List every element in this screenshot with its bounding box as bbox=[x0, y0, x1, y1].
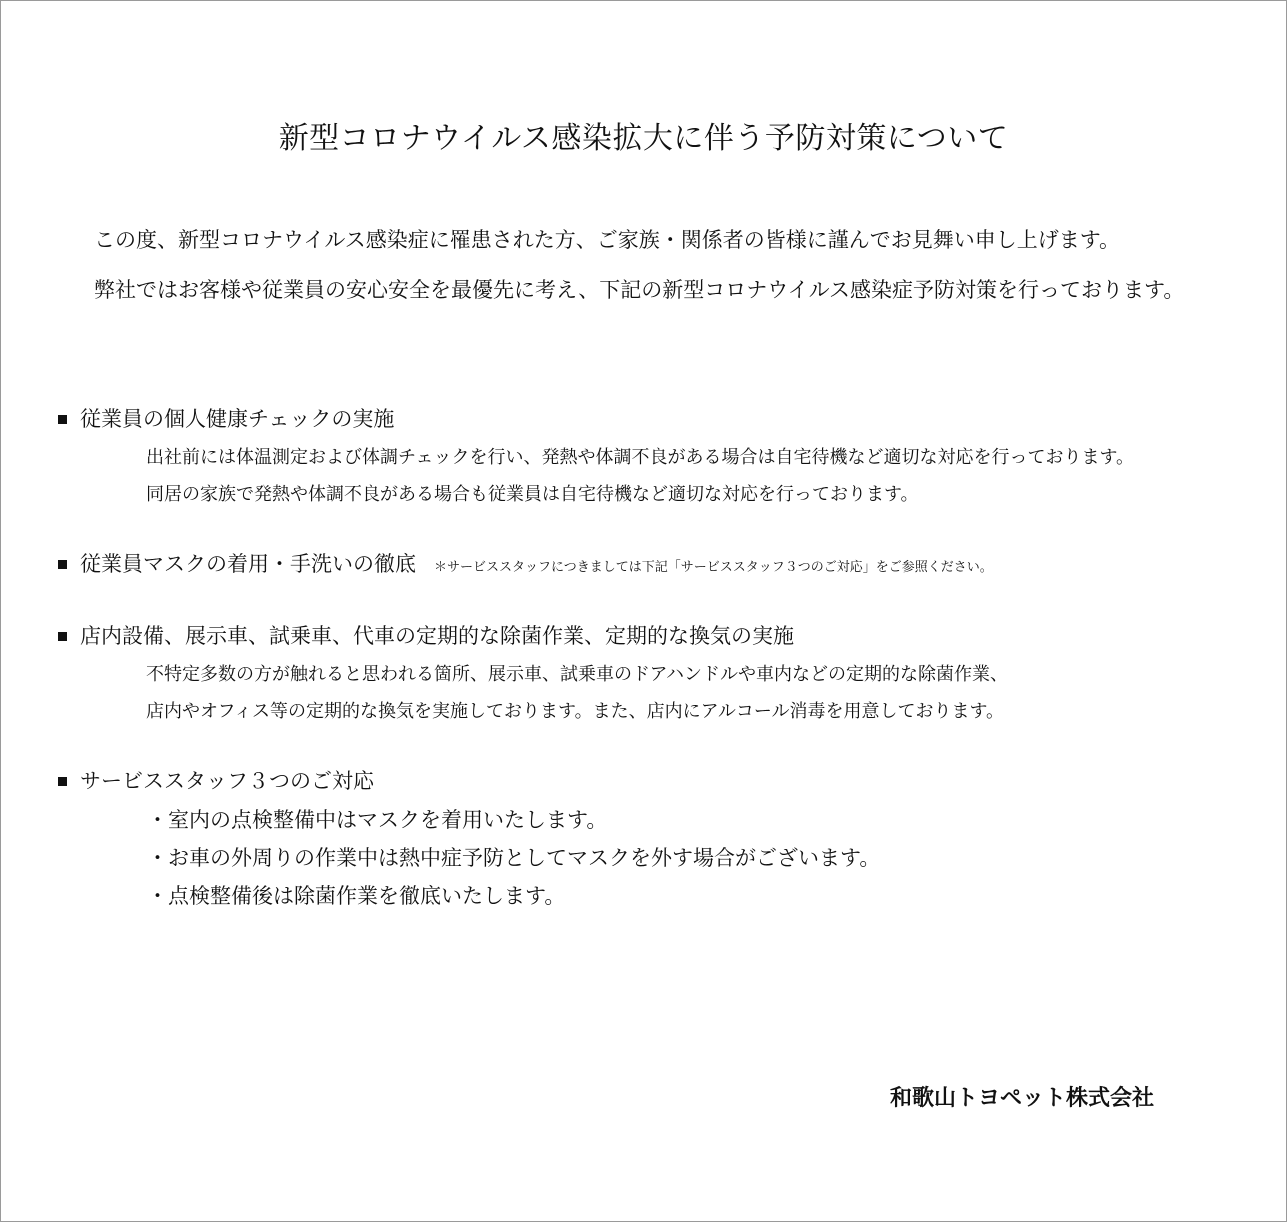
page-title: 新型コロナウイルス感染拡大に伴う予防対策について bbox=[278, 121, 1009, 156]
section-heading-text: 従業員の個人健康チェックの実施 bbox=[80, 407, 395, 431]
section-detail-line: 出社前には体温測定および体調チェックを行い、発熱や体調不良がある場合は自宅待機など適切な対応を行っております。 bbox=[146, 447, 1135, 468]
bullet-square-icon bbox=[58, 560, 67, 569]
section-heading-mask-handwashing bbox=[58, 554, 993, 575]
intro-line-2: 弊社ではお客様や従業員の安心安全を最優先に考え、下記の新型コロナウイルス感染症予防対策を行っております。 bbox=[94, 278, 1185, 302]
bullet-square-icon bbox=[58, 632, 67, 641]
intro-line-1: この度、新型コロナウイルス感染症に罹患された方、ご家族・関係者の皆様に謹んでお見舞い申し上げます。 bbox=[94, 228, 1121, 252]
section-detail-line: 店内やオフィス等の定期的な換気を実施しております。また、店内にアルコール消毒を用意しております。 bbox=[146, 701, 1005, 722]
section-heading-text: 従業員マスクの着用・手洗いの徹底 bbox=[80, 552, 416, 576]
service-staff-item: ・お車の外周りの作業中は熱中症予防としてマスクを外す場合がございます。 bbox=[147, 846, 881, 870]
company-signature: 和歌山トヨペット株式会社 bbox=[890, 1086, 1155, 1111]
section-detail-line: 不特定多数の方が触れると思われる箇所、展示車、試乗車のドアハンドルや車内などの定期的な除菌作業、 bbox=[146, 664, 1009, 685]
section-detail-line: 同居の家族で発熱や体調不良がある場合も従業員は自宅待機など適切な対応を行っております。 bbox=[146, 484, 919, 505]
section-note: ＊サービススタッフにつきましては下記「サービススタッフ３つのご対応」をご参照ください。 bbox=[434, 560, 993, 575]
bullet-square-icon bbox=[58, 777, 67, 786]
section-heading-disinfection bbox=[58, 626, 794, 647]
section-heading-text: 店内設備、展示車、試乗車、代車の定期的な除菌作業、定期的な換気の実施 bbox=[80, 624, 794, 648]
bullet-square-icon bbox=[58, 415, 67, 424]
service-staff-item: ・室内の点検整備中はマスクを着用いたします。 bbox=[147, 808, 608, 832]
section-heading-health-check bbox=[58, 409, 394, 430]
section-heading-service-staff bbox=[58, 771, 374, 792]
section-heading-text: サービススタッフ３つのご対応 bbox=[80, 769, 374, 793]
service-staff-item: ・点検整備後は除菌作業を徹底いたします。 bbox=[147, 884, 566, 908]
